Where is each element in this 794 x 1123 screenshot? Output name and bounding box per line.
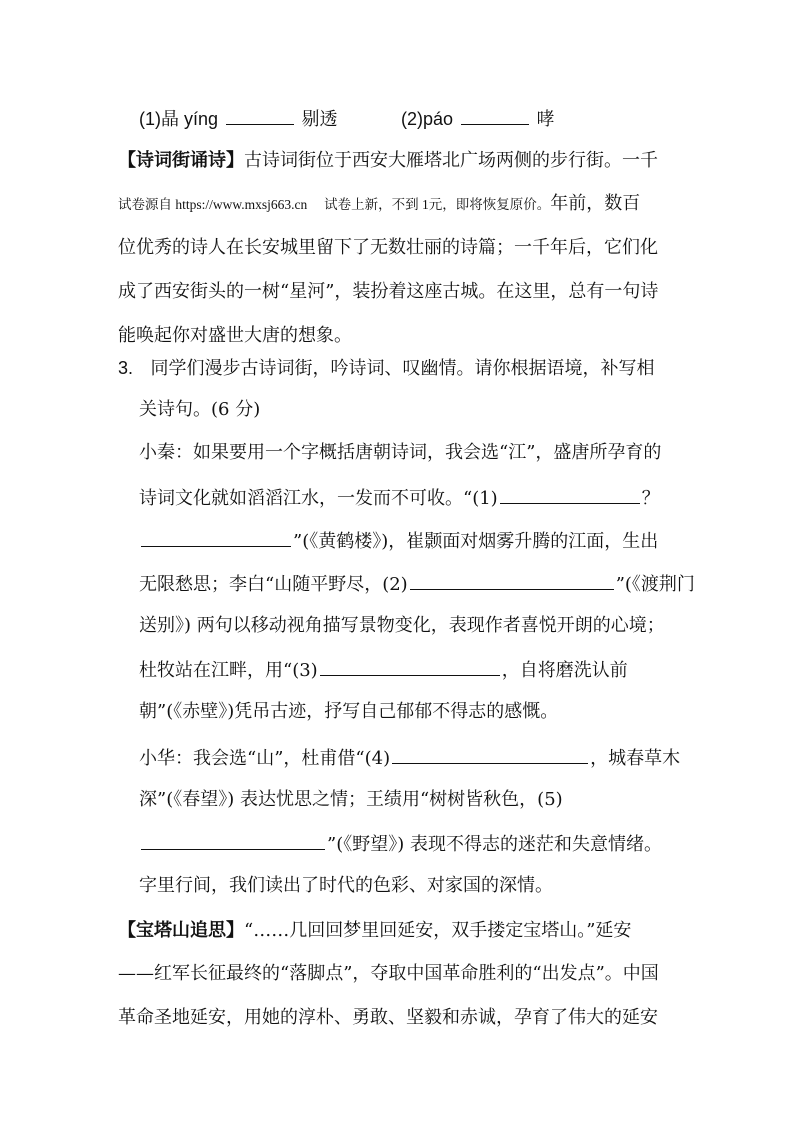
blank-1-question-mark: ？ [641,488,660,509]
watermark-text: 试卷源自 https://www.mxsj663.cn 试卷上新，不到 1元，即将恢复原价。 [118,197,551,212]
question-3-para-2 [139,485,660,511]
poetry-section-line-4: 成了西安街头的一树“星河”，装扮着这座古城。在这里，总有一句诗 [118,281,659,302]
question-3-para-5: 送别》) 两句以移动视角描写景物变化，表现作者喜悦开朗的心境； [139,615,665,636]
baota-section-title: 【宝塔山追思】 [118,920,244,940]
question-3-number: 3. [118,358,134,378]
question-3-para-9: 深”(《春望》) 表达忧思之情；王绩用“树树皆秋色，(5) [139,789,563,810]
pinyin-item-2-prefix: (2)páo [400,109,453,129]
poem-blank-4[interactable] [392,745,588,764]
question-3-line-1 [118,356,654,381]
poetry-section-line-3: 位优秀的诗人在长安城里留下了无数壮丽的诗篇；一千年后，它们化 [118,237,658,258]
pinyin-item-1-prefix: (1)晶 yíng [139,109,219,129]
blank-1-lead: 诗词文化就如滔滔江水，一发而不可收。“(1) [139,488,498,509]
question-3-para-11: 字里行间，我们读出了时代的色彩、对家国的深情。 [139,875,553,896]
blank-3-lead: 杜牧站在江畔，用“(3) [139,660,318,681]
baota-section-line-2: ——红军长征最终的“落脚点”，夺取中国革命胜利的“出发点”。中国 [118,963,659,984]
poetry-section-line-1 [118,148,658,173]
question-3-para-10 [139,831,662,857]
poem-blank-2[interactable] [410,571,614,590]
question-3-para-8 [139,745,680,771]
poetry-section-title: 【诗词街诵诗】 [118,150,244,170]
question-3-para-4 [139,571,695,597]
poem-blank-1a[interactable] [500,485,640,504]
question-3-para-1: 小秦：如果要用一个字概括唐朝诗词，我会选“江”，盛唐所孕育的 [139,442,662,463]
poem-blank-1b[interactable] [141,528,291,547]
baota-section-text-1: “……几回回梦里回延安，双手搂定宝塔山。”延安 [244,920,632,941]
blank-3-tail: ，自将磨洗认前 [501,660,628,681]
question-3-line-2: 关诗句。(6 分) [139,399,261,420]
poetry-section-text-2: 年前，数百 [550,193,641,214]
blank-4-lead: 小华：我会选“山”，杜甫借“(4) [139,748,391,769]
pinyin-blank-2[interactable] [461,106,529,125]
poetry-section-line-2 [118,192,640,217]
poem-blank-5[interactable] [141,831,325,850]
poetry-section-text-1: 古诗词街位于西安大雁塔北广场两侧的步行街。一千 [244,150,658,171]
pinyin-blank-1[interactable] [226,106,294,125]
blank-2-lead: 无限愁思；李白“山随平野尽，(2) [139,574,408,595]
blank-5-tail: ”(《野望》) 表现不得志的迷茫和失意情绪。 [327,834,662,855]
baota-section-line-3: 革命圣地延安，用她的淳朴、勇敢、坚毅和赤诚，孕育了伟大的延安 [118,1007,658,1028]
pinyin-item-2-suffix: 哮 [536,109,555,130]
question-3-text-1: 同学们漫步古诗词街，吟诗词、叹幽情。请你根据语境，补写相 [150,358,655,379]
poem-blank-3[interactable] [320,657,500,676]
baota-section-line-1 [118,918,631,943]
blank-1-tail: ”(《黄鹤楼》)，崔颢面对烟雾升腾的江面，生出 [293,531,659,552]
pinyin-question-line [139,106,554,132]
question-3-para-6 [139,657,628,683]
poetry-section-line-5: 能唤起你对盛世大唐的想象。 [118,325,352,346]
blank-2-tail: ”(《渡荆门 [615,574,695,595]
blank-4-tail: ，城春草木 [590,748,681,769]
pinyin-item-1-suffix: 剔透 [301,109,338,130]
question-3-para-3 [139,528,658,554]
question-3-para-7: 朝”(《赤壁》)凭吊古迹，抒写自己郁郁不得志的感慨。 [139,701,559,722]
